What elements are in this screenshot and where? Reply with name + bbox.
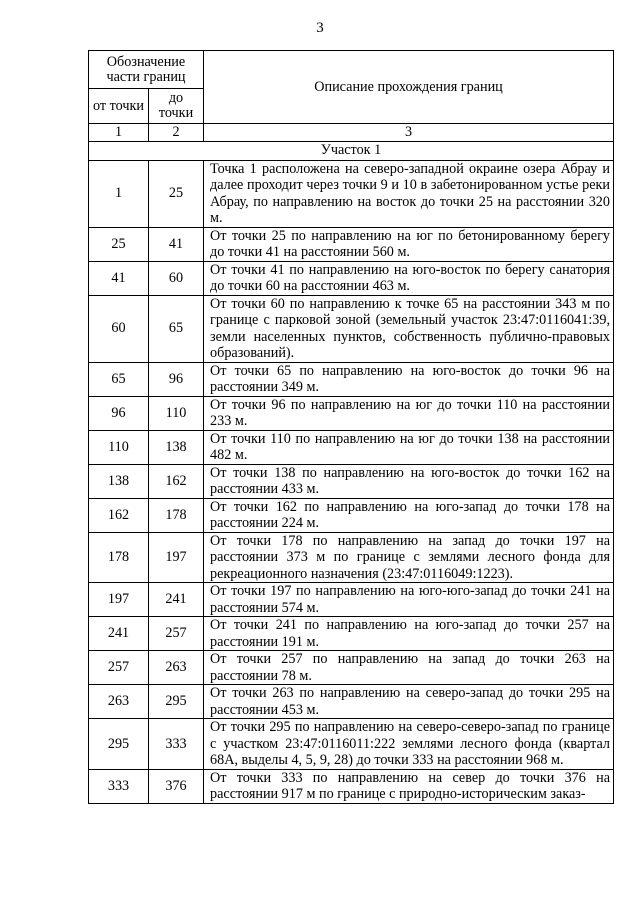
from-point-cell: 110 bbox=[89, 430, 149, 464]
column-number-2: 2 bbox=[149, 124, 204, 142]
table-row bbox=[89, 295, 614, 362]
description-header: Описание прохождения границ bbox=[204, 51, 614, 124]
column-number-1: 1 bbox=[89, 124, 149, 142]
from-point-cell: 25 bbox=[89, 227, 149, 261]
description-cell: От точки 257 по направлению на запад до точки 263 на расстоянии 78 м. bbox=[204, 651, 614, 685]
table-row bbox=[89, 651, 614, 685]
description-cell: От точки 25 по направлению на юг по бетонированному берегу до точки 41 на расстоянии 560 м. bbox=[204, 227, 614, 261]
description-cell: От точки 60 по направлению к точке 65 на расстоянии 343 м по границе с парковой зоной (земельный участок 23:47:0116041:39, земли населенных пунктов, собственность публично-правовых образований). bbox=[204, 295, 614, 362]
to-point-cell: 197 bbox=[149, 532, 204, 583]
from-point-cell: 138 bbox=[89, 464, 149, 498]
to-point-cell: 257 bbox=[149, 617, 204, 651]
from-point-cell: 197 bbox=[89, 583, 149, 617]
description-cell: От точки 295 по направлению на северо-северо-запад по границе с участком 23:47:0116011:222 землями лесного фонда (квартал 68А, выделы 4, 5, 9, 28) до точки 333 на расстоянии 968 м. bbox=[204, 719, 614, 770]
to-point-header: до точки bbox=[149, 89, 204, 124]
to-point-cell: 263 bbox=[149, 651, 204, 685]
to-point-cell: 333 bbox=[149, 719, 204, 770]
to-point-cell: 25 bbox=[149, 160, 204, 227]
to-point-cell: 178 bbox=[149, 498, 204, 532]
from-point-cell: 263 bbox=[89, 685, 149, 719]
from-point-cell: 65 bbox=[89, 362, 149, 396]
from-point-header: от точки bbox=[89, 89, 149, 124]
description-cell: От точки 263 по направлению на северо-запад до точки 295 на расстоянии 453 м. bbox=[204, 685, 614, 719]
to-point-cell: 376 bbox=[149, 769, 204, 803]
to-point-cell: 96 bbox=[149, 362, 204, 396]
description-cell: От точки 65 по направлению на юго-восток до точки 96 на расстоянии 349 м. bbox=[204, 362, 614, 396]
section-title: Участок 1 bbox=[89, 141, 614, 160]
from-point-cell: 162 bbox=[89, 498, 149, 532]
to-point-cell: 60 bbox=[149, 261, 204, 295]
to-point-cell: 65 bbox=[149, 295, 204, 362]
from-point-cell: 241 bbox=[89, 617, 149, 651]
to-point-cell: 110 bbox=[149, 396, 204, 430]
description-cell: От точки 197 по направлению на юго-юго-запад до точки 241 на расстоянии 574 м. bbox=[204, 583, 614, 617]
description-cell: От точки 41 по направлению на юго-восток по берегу санатория до точки 60 на расстоянии 463 м. bbox=[204, 261, 614, 295]
description-cell: От точки 162 по направлению на юго-запад до точки 178 на расстоянии 224 м. bbox=[204, 498, 614, 532]
table-row bbox=[89, 430, 614, 464]
from-point-cell: 257 bbox=[89, 651, 149, 685]
table-row bbox=[89, 160, 614, 227]
table-row bbox=[89, 685, 614, 719]
description-cell: От точки 138 по направлению на юго-восток до точки 162 на расстоянии 433 м. bbox=[204, 464, 614, 498]
from-point-cell: 333 bbox=[89, 769, 149, 803]
from-point-cell: 295 bbox=[89, 719, 149, 770]
boundary-table bbox=[88, 50, 614, 804]
description-cell: Точка 1 расположена на северо-западной окраине озера Абрау и далее проходит через точки 9 и 10 в забетонированном устье реки Абрау, по направлению на восток до точки 25 на расстоянии 320 м. bbox=[204, 160, 614, 227]
to-point-cell: 295 bbox=[149, 685, 204, 719]
designation-header: Обозначение части границ bbox=[89, 51, 204, 89]
from-point-cell: 1 bbox=[89, 160, 149, 227]
to-point-cell: 241 bbox=[149, 583, 204, 617]
description-cell: От точки 178 по направлению на запад до точки 197 на расстоянии 373 м по границе с землями лесного фонда для рекреационного назначения (23:47:0116049:1223). bbox=[204, 532, 614, 583]
to-point-cell: 41 bbox=[149, 227, 204, 261]
from-point-cell: 60 bbox=[89, 295, 149, 362]
description-cell: От точки 110 по направлению на юг до точки 138 на расстоянии 482 м. bbox=[204, 430, 614, 464]
table-row bbox=[89, 362, 614, 396]
from-point-cell: 178 bbox=[89, 532, 149, 583]
to-point-cell: 162 bbox=[149, 464, 204, 498]
table-row bbox=[89, 532, 614, 583]
page-number: 3 bbox=[316, 20, 324, 36]
from-point-cell: 96 bbox=[89, 396, 149, 430]
description-cell: От точки 96 по направлению на юг до точки 110 на расстоянии 233 м. bbox=[204, 396, 614, 430]
description-text-truncated: От точки 333 по направлению на север до точки 376 на расстоянии 917 м по границе с природно-историческим заказ- bbox=[210, 769, 610, 802]
table-row bbox=[89, 227, 614, 261]
description-cell: От точки 241 по направлению на юго-запад до точки 257 на расстоянии 191 м. bbox=[204, 617, 614, 651]
table-row bbox=[89, 396, 614, 430]
table-row bbox=[89, 769, 614, 803]
table-row bbox=[89, 719, 614, 770]
table-row bbox=[89, 617, 614, 651]
column-number-3: 3 bbox=[204, 124, 614, 142]
table-row bbox=[89, 583, 614, 617]
table-row bbox=[89, 464, 614, 498]
description-cell bbox=[204, 769, 614, 803]
table-row bbox=[89, 261, 614, 295]
table-row bbox=[89, 498, 614, 532]
to-point-cell: 138 bbox=[149, 430, 204, 464]
from-point-cell: 41 bbox=[89, 261, 149, 295]
